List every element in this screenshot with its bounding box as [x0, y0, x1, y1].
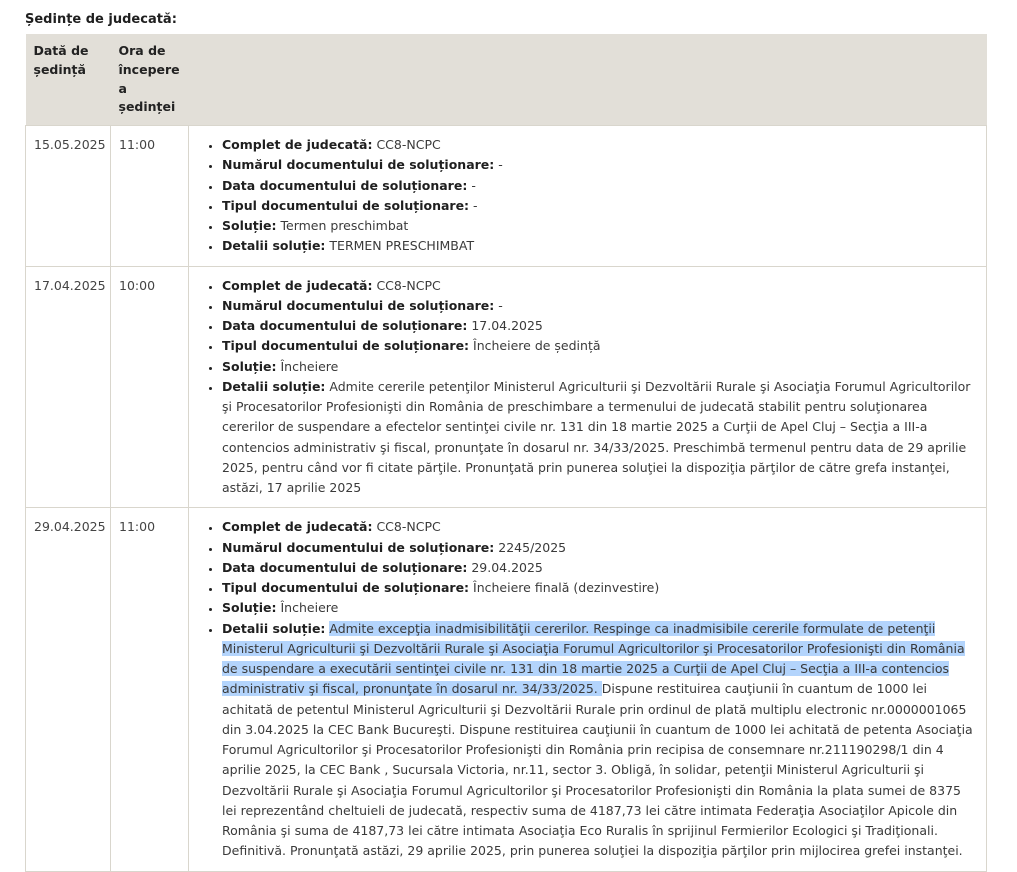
detail-label: Complet de judecată:: [222, 519, 373, 535]
detail-value: CC8-NCPC: [376, 519, 441, 535]
page-title: Ședințe de judecată:: [25, 12, 177, 27]
detail-label: Data documentului de soluționare:: [222, 177, 468, 193]
detail-item-data-document: [222, 316, 978, 336]
detail-value: -: [471, 177, 476, 193]
detail-value: CC8-NCPC: [376, 137, 441, 152]
detail-item-data-document: [222, 176, 978, 196]
detail-label: Detalii soluție:: [222, 238, 326, 254]
detail-label: Numărul documentului de soluționare:: [222, 539, 495, 555]
detail-value: -: [498, 297, 503, 313]
detail-item-solutie: [222, 216, 978, 236]
col-header-time: Ora de începere a ședinței: [111, 34, 189, 126]
detail-label: Soluție:: [222, 358, 277, 374]
detail-value: -: [473, 197, 478, 213]
detail-item-tip-document: [222, 336, 978, 356]
detail-label: Detalii soluție:: [222, 378, 326, 394]
detail-item-complet: [222, 135, 978, 155]
hearing-date: 15.05.2025: [26, 126, 111, 267]
detail-label: Soluție:: [222, 600, 277, 616]
table-header-row: [26, 34, 987, 126]
hearings-table: [25, 34, 987, 872]
hearing-time: 11:00: [111, 126, 189, 267]
detail-value: Încheiere finală (dezinvestire): [473, 580, 660, 595]
detail-item-numar-document: [222, 296, 978, 316]
detail-value: Admite cererile petenţilor Ministerul Agriculturii şi Dezvoltării Rurale şi Asociaţia Forumul Agricultorilor şi Procesatorilor Profesionişti din România de preschimbare a termenului de judecată stabilit pentru soluţionarea cererilor de suspendare a efectelor sentinţei civile nr. 131 din 18 martie 2025 a Curţii de Apel Cluj – Secţia a III-a contencios administrativ şi fiscal, pronunţate în dosarul nr. 34/33/2025. Preschimbă termenul pentru data de 29 aprilie 2025, pentru când vor fi citate părţile. Pronunţată prin punerea soluţiei la dispoziţia părţilor de către grefa instanţei, astăzi, 17 aprilie 2025: [222, 378, 971, 495]
detail-label: Detalii soluție:: [222, 620, 326, 636]
detail-value: 17.04.2025: [471, 318, 543, 333]
hearing-time: 10:00: [111, 266, 189, 508]
detail-value: 2245/2025: [498, 539, 567, 555]
hearing-details-cell: [189, 126, 987, 267]
col-header-details: [189, 34, 987, 126]
hearing-row-2: [26, 266, 987, 508]
detail-item-numar-document: [222, 155, 978, 175]
hearing-details-cell: [189, 266, 987, 508]
detail-item-detalii-solutie: [222, 619, 978, 862]
detail-item-complet: [222, 517, 978, 537]
detail-item-detalii-solutie: [222, 236, 978, 256]
detail-value: CC8-NCPC: [376, 277, 441, 293]
detail-label: Soluție:: [222, 218, 277, 233]
detail-item-tip-document: [222, 196, 978, 216]
hearing-row-1: [26, 126, 987, 267]
detail-value: Încheiere de ședință: [473, 338, 601, 354]
detail-item-complet: [222, 276, 978, 296]
detail-label: Numărul documentului de soluționare:: [222, 157, 495, 173]
detail-item-tip-document: [222, 578, 978, 598]
detail-item-numar-document: [222, 538, 978, 558]
hearing-details-list: [197, 135, 978, 257]
selected-text-highlight: Admite excepţia inadmisibilităţii cererilor. Respinge ca inadmisibile cererile formulate de petenţii Ministerul Agriculturii şi Dezvoltării Rurale şi Asociaţia Forumul Agricultorilor şi Procesatorilor Profesionişti din România de suspendare a executării sentinţei civile nr. 131 din 18 martie 2025 a Curţii de Apel Cluj – Secţia a III-a contencios administrativ şi fiscal, pronunţate în dosarul nr. 34/33/2025.: [222, 620, 965, 697]
detail-label: Data documentului de soluționare:: [222, 559, 468, 575]
detail-label: Numărul documentului de soluționare:: [222, 297, 495, 313]
detail-label: Tipul documentului de soluționare:: [222, 338, 470, 354]
hearing-details-cell: [189, 508, 987, 871]
hearing-row-3: [26, 508, 987, 871]
detail-label: Complet de judecată:: [222, 137, 373, 152]
detail-label: Tipul documentului de soluționare:: [222, 580, 470, 595]
detail-value: -: [498, 157, 503, 173]
detail-value: Termen preschimbat: [280, 218, 409, 233]
hearing-date: 29.04.2025: [26, 508, 111, 871]
col-header-date: Dată de ședință: [26, 34, 111, 126]
hearing-date: 17.04.2025: [26, 266, 111, 508]
detail-value: TERMEN PRESCHIMBAT: [329, 238, 475, 254]
hearing-details-list: [197, 276, 978, 499]
detail-value: Dispune restituirea cauţiunii în cuantum de 1000 lei achitată de petentul Ministerul Agriculturii şi Dezvoltării Rurale prin ordinul de plată multiplu electronic nr.0000001065 din 3.04.2025 la CEC Bank Bucureşti. Dispune restituirea cauţiunii în cuantum de 1000 lei achitată de petenta Asociaţia Forumul Agricultorilor şi Procesatorilor Profesionişti din România prin recipisa de consemnare nr.211190298/1 din 4 aprilie 2025, la CEC Bank , Sucursala Victoria, nr.11, sector 3. Obligă, în solidar, petenţii Ministerul Agriculturii şi Dezvoltării Rurale şi Asociaţia Forumul Agricultorilor şi Procesatorilor Profesionişti din România la plata sumei de 8375 lei reprezentând cheltuieli de judecată, respectiv suma de 4187,73 lei către intimata Federaţia Asociaţilor Apicole din România şi suma de 4187,73 lei către intimata Asociaţia Eco Ruralis în sprijinul Fermierilor Ecologici şi Tradiţionali. Definitivă. Pronunţată astăzi, 29 aprilie 2025, prin punerea soluţiei la dispoziţia părţilor prin mijlocirea grefei instanţei.: [222, 681, 973, 859]
detail-value: Încheiere: [280, 358, 339, 374]
detail-item-detalii-solutie: [222, 377, 978, 499]
detail-item-solutie: [222, 357, 978, 377]
hearing-time: 11:00: [111, 508, 189, 871]
detail-value: 29.04.2025: [471, 559, 543, 575]
detail-item-data-document: [222, 558, 978, 578]
detail-label: Tipul documentului de soluționare:: [222, 197, 470, 213]
detail-label: Complet de judecată:: [222, 277, 373, 293]
hearing-details-list: [197, 517, 978, 861]
detail-item-solutie: [222, 598, 978, 618]
detail-value: Încheiere: [280, 600, 339, 616]
detail-label: Data documentului de soluționare:: [222, 318, 468, 333]
